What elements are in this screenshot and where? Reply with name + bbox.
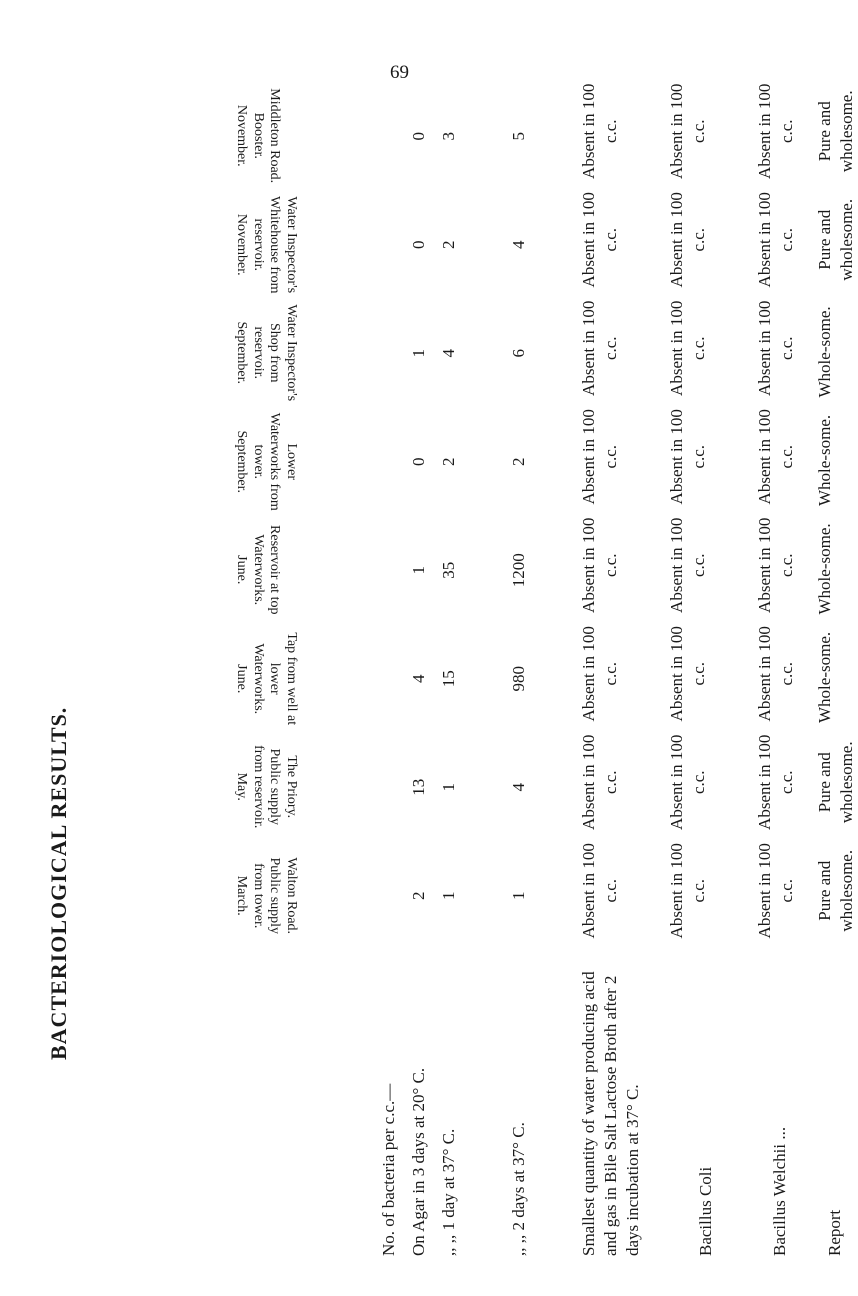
row-label: Smallest quantity of water producing acid and gas in Bile Salt Lactose Broth after 2 days incubation at 37° C.	[579, 971, 643, 1256]
row-label: On Agar in 3 days at 20° C.	[409, 1067, 429, 1256]
column-header: Middleton Road. Booster. November.	[233, 88, 283, 184]
table-cell: 2	[439, 457, 459, 466]
table-cell: Absent in 100 c.c.	[579, 192, 621, 288]
table-cell: Whole-some.	[815, 523, 834, 615]
table-cell: Absent in 100 c.c.	[579, 843, 621, 939]
table-cell: Absent in 100 c.c.	[667, 300, 709, 396]
column-header: The Priory. Public supply from reservoir. May.	[233, 745, 300, 829]
table-cell: Absent in 100 c.c.	[755, 843, 797, 939]
column-header: Lower Waterworks from tower. September.	[233, 412, 300, 511]
section-title: BACTERIOLOGICAL RESULTS.	[46, 706, 71, 1060]
table-cell: Pure and wholesome.	[815, 198, 857, 281]
table-cell: 2	[439, 240, 459, 249]
table-cell: Absent in 100 c.c.	[755, 626, 797, 722]
table-cell: Absent in 100 c.c.	[667, 192, 709, 288]
table-cell: Absent in 100 c.c.	[667, 626, 709, 722]
table-cell: 1	[439, 891, 459, 900]
table-cell: Pure and wholesome.	[815, 90, 857, 173]
row-label: ,, ,, 2 days at 37° C.	[509, 1122, 529, 1256]
row-label: ,, ,, 1 day at 37° C.	[439, 1128, 459, 1256]
table-cell: Absent in 100 c.c.	[755, 83, 797, 179]
row-label: Bacillus Coli	[696, 1166, 716, 1256]
table-cell: Absent in 100 c.c.	[667, 517, 709, 613]
table-cell: Absent in 100 c.c.	[755, 517, 797, 613]
table-cell: 0	[409, 457, 429, 466]
table-cell	[374, 625, 404, 734]
table-cell: Whole-some.	[815, 306, 834, 398]
table-cell: 3	[439, 132, 459, 141]
table-cell: 4	[509, 240, 529, 249]
row-label: Bacillus Welchii ...	[770, 1126, 790, 1256]
table-cell: Absent in 100 c.c.	[667, 843, 709, 939]
table-cell: Absent in 100 c.c.	[579, 626, 621, 722]
table-cell: 5	[509, 132, 529, 141]
table-cell	[374, 516, 404, 625]
table-cell: 6	[509, 349, 529, 358]
table-cell: Absent in 100 c.c.	[579, 517, 621, 613]
table-cell	[374, 842, 404, 951]
table-cell: Absent in 100 c.c.	[755, 300, 797, 396]
table-cell	[374, 82, 404, 191]
table-cell: Absent in 100 c.c.	[667, 734, 709, 830]
table-cell: 15	[439, 670, 459, 688]
table-cell: 1	[439, 783, 459, 792]
column-header: Water Inspector's Whitehouse from reservoir. November.	[233, 195, 300, 294]
table-cell: Whole-some.	[815, 414, 834, 506]
table-cell: 4	[409, 674, 429, 683]
column-header: Tap from well at lower Waterworks. June.	[233, 632, 300, 726]
table-cell: 1	[409, 566, 429, 575]
column-header: Walton Road. Public supply from tower. March.	[233, 857, 300, 935]
table-cell: 1	[409, 349, 429, 358]
table-cell: Absent in 100 c.c.	[667, 83, 709, 179]
table-cell	[374, 408, 404, 517]
table-cell: Absent in 100 c.c.	[755, 192, 797, 288]
table-cell: 2	[509, 457, 529, 466]
table-cell: 0	[409, 240, 429, 249]
table-cell: 4	[439, 349, 459, 358]
column-header: Water Inspector's Shop from reservoir. September.	[233, 304, 300, 402]
table-cell: Absent in 100 c.c.	[579, 409, 621, 505]
table-cell: 1	[509, 891, 529, 900]
table-cell: 13	[409, 778, 429, 796]
table-cell	[374, 191, 404, 300]
row-label: No. of bacteria per c.c.—	[379, 1083, 399, 1256]
results-grid	[224, 82, 858, 1262]
table-cell: Absent in 100 c.c.	[579, 300, 621, 396]
table-cell: 35	[439, 561, 459, 579]
row-label: Report	[824, 1209, 844, 1256]
table-cell: 2	[409, 891, 429, 900]
header-corner	[224, 950, 374, 1262]
page-number: 69	[390, 62, 409, 83]
table-cell: 0	[409, 132, 429, 141]
table-cell: Absent in 100 c.c.	[579, 83, 621, 179]
table-cell: 980	[509, 666, 529, 692]
table-cell: Absent in 100 c.c.	[667, 409, 709, 505]
table-cell: Absent in 100 c.c.	[755, 409, 797, 505]
table-cell: Pure and wholesome.	[815, 849, 857, 932]
table-cell: 4	[509, 783, 529, 792]
table-cell: Absent in 100 c.c.	[579, 734, 621, 830]
table-cell: Pure and wholesome.	[815, 741, 857, 824]
table-cell	[374, 733, 404, 842]
table-cell: Absent in 100 c.c.	[755, 734, 797, 830]
column-header: Reservoir at top Waterworks. June.	[233, 525, 283, 615]
table-cell: Whole-some.	[815, 631, 834, 723]
results-table	[224, 82, 857, 1262]
table-cell	[374, 299, 404, 408]
table-cell: 1200	[509, 553, 529, 588]
